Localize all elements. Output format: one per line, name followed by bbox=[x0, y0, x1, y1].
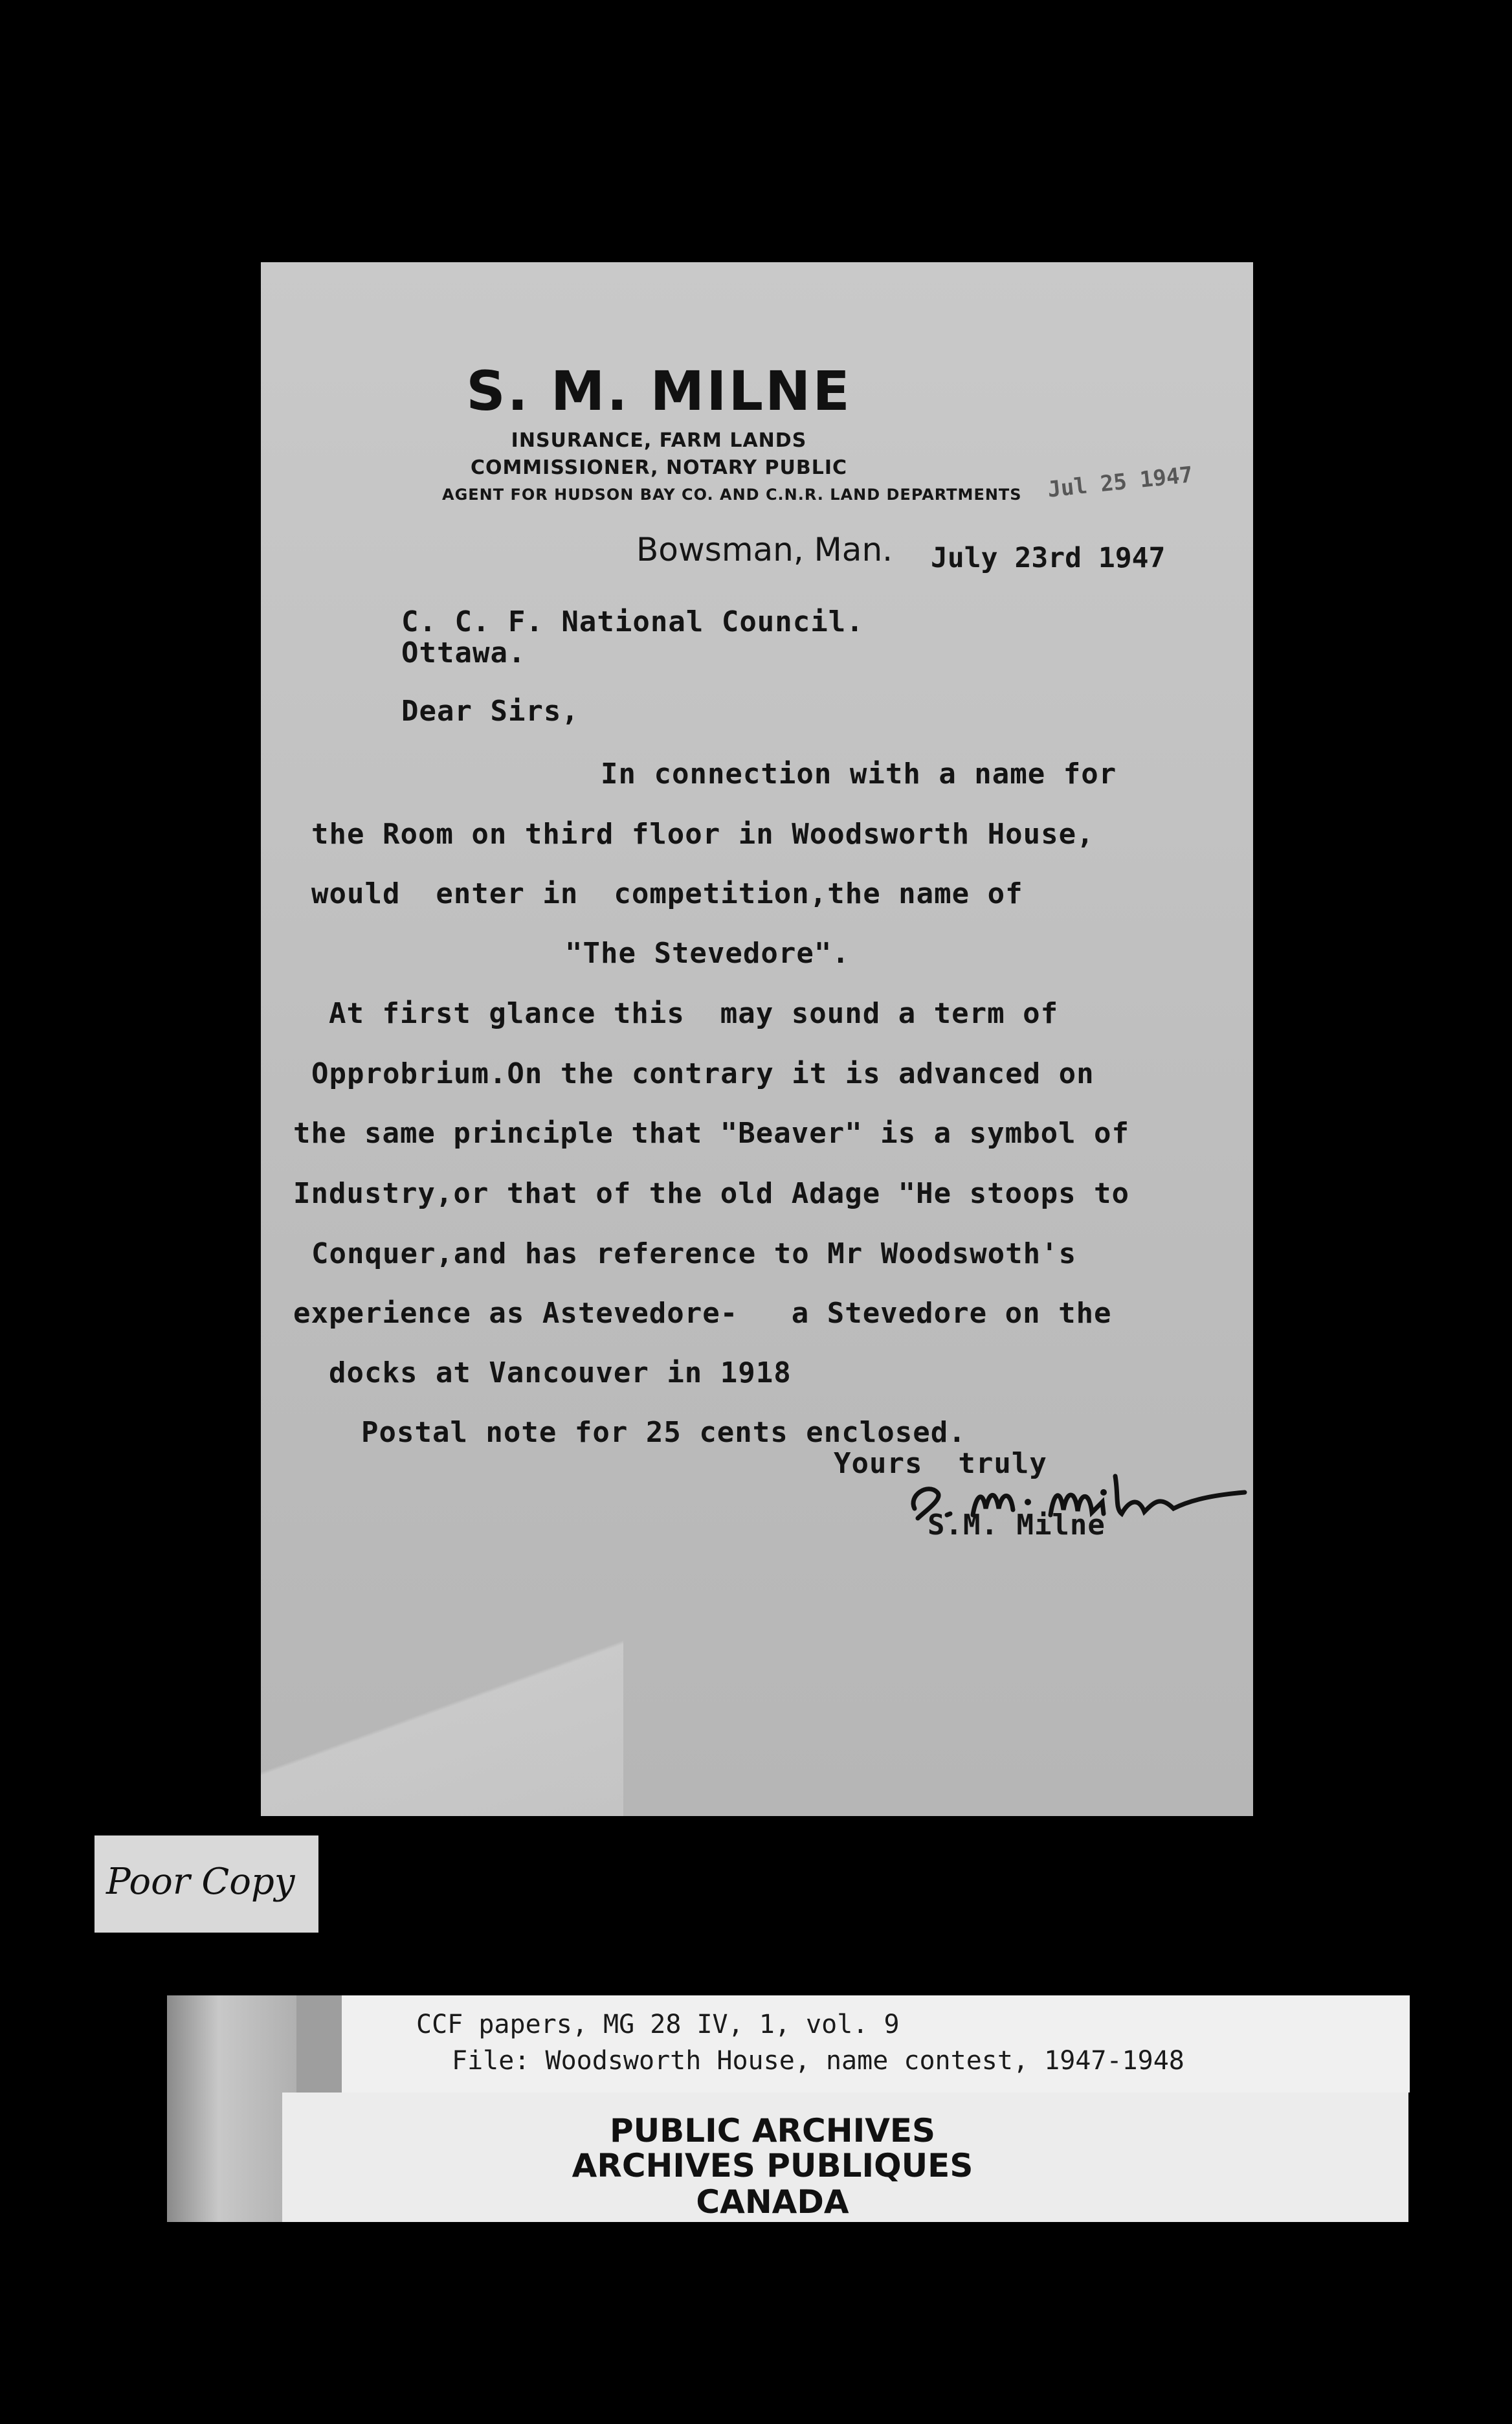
letterhead-line-1: INSURANCE, FARM LANDS bbox=[511, 429, 807, 452]
body-line-12: Postal note for 25 cents enclosed. bbox=[361, 1416, 966, 1449]
institution-country: CANADA bbox=[696, 2183, 849, 2221]
body-line-10: experience as Astevedore- a Stevedore on the bbox=[293, 1297, 1112, 1330]
paper-fold-shadow bbox=[261, 1570, 623, 1816]
body-line-1: In connection with a name for bbox=[601, 758, 1117, 791]
reference-line-2: File: Woodsworth House, name contest, 1947-1948 bbox=[452, 2046, 1184, 2076]
body-line-7: the same principle that "Beaver" is a symbol of bbox=[293, 1117, 1130, 1150]
recipient-line-2: Ottawa. bbox=[401, 636, 526, 669]
poor-copy-handwriting bbox=[94, 1835, 318, 1933]
body-line-8: Industry,or that of the old Adage "He stoops to bbox=[293, 1177, 1130, 1210]
poor-copy-text: Poor Copy bbox=[106, 1861, 295, 1903]
reference-line-1: CCF papers, MG 28 IV, 1, vol. 9 bbox=[416, 2010, 900, 2039]
recipient-line-1: C. C. F. National Council. bbox=[401, 605, 864, 638]
body-line-4: "The Stevedore". bbox=[565, 937, 850, 970]
letterhead-line-3: AGENT FOR HUDSON BAY CO. AND C.N.R. LAND DEPARTMENTS bbox=[442, 486, 1022, 504]
closing: Yours truly bbox=[834, 1447, 1047, 1480]
reference-strip bbox=[342, 1995, 1410, 2093]
institution-english: PUBLIC ARCHIVES bbox=[609, 2112, 936, 2149]
institution-french: ARCHIVES PUBLIQUES bbox=[572, 2147, 973, 2184]
handwritten-signature bbox=[902, 1457, 1251, 1528]
received-date-stamp: Jul 25 1947 bbox=[1046, 462, 1194, 503]
letter-date: July 23rd 1947 bbox=[931, 542, 1166, 574]
body-line-2: the Room on third floor in Woodsworth House, bbox=[311, 818, 1095, 851]
body-line-6: Opprobrium.On the contrary it is advanced on bbox=[311, 1057, 1095, 1090]
letterhead-name: S. M. MILNE bbox=[466, 359, 852, 423]
letterhead-line-2: COMMISSIONER, NOTARY PUBLIC bbox=[470, 456, 848, 479]
signature-printed: S.M. Milne bbox=[928, 1509, 1106, 1542]
body-line-3: would enter in competition,the name of bbox=[311, 877, 1023, 910]
institution-strip bbox=[282, 2093, 1408, 2222]
poor-copy-label bbox=[94, 1835, 318, 1933]
letter-page bbox=[261, 262, 1253, 1816]
body-line-11: docks at Vancouver in 1918 bbox=[329, 1356, 792, 1389]
body-line-5: At first glance this may sound a term of bbox=[329, 997, 1059, 1030]
body-line-9: Conquer,and has reference to Mr Woodswoth's bbox=[311, 1237, 1077, 1270]
tape-left bbox=[167, 1995, 296, 2222]
archive-reference-bar bbox=[167, 1995, 1405, 2222]
salutation: Dear Sirs, bbox=[401, 695, 579, 728]
letterhead-place: Bowsman, Man. bbox=[636, 531, 893, 568]
